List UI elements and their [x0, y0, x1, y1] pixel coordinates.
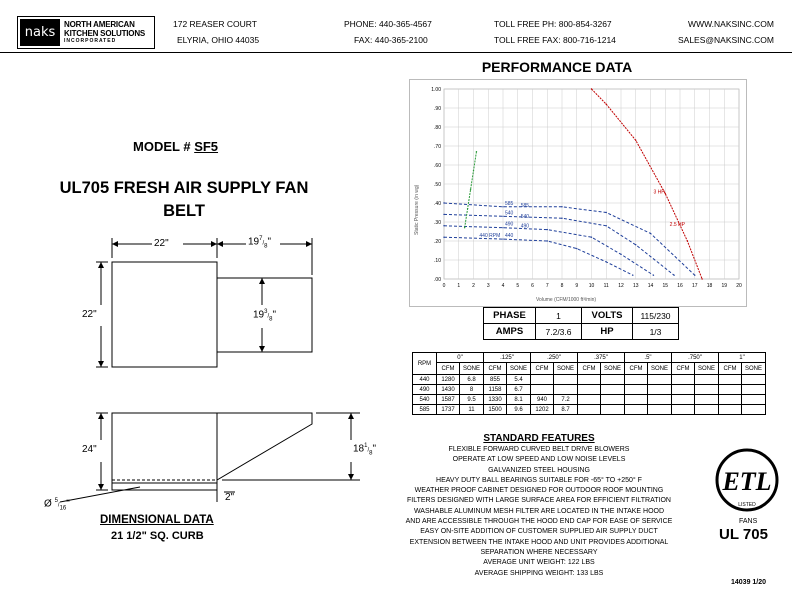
sone-header: SONE [554, 363, 578, 375]
sone-cell [554, 385, 578, 395]
chart-series-point [606, 225, 607, 226]
cfm-cell: 855 [484, 375, 507, 385]
table-row [413, 405, 766, 415]
chart-y-label: Static Pressure (in wg) [414, 184, 420, 235]
feature-item: EASY ON-SITE ADDITION OF CUSTOMER SUPPLIED AIR SUPPLY DUCT [420, 528, 658, 536]
chart-series-point [561, 218, 562, 219]
table-row [413, 385, 766, 395]
model-number: SF5 [194, 139, 219, 154]
cfm-cell [672, 395, 695, 405]
chart-x-tick: 20 [736, 283, 742, 289]
feature-item: AVERAGE SHIPPING WEIGHT: 133 LBS [474, 569, 604, 577]
chart-annotation: 2.5 HP [669, 221, 685, 228]
sone-header: SONE [460, 363, 484, 375]
curb-label: 21 1/2" SQ. CURB [111, 530, 204, 542]
sone-header: SONE [695, 363, 719, 375]
chart-series-point [502, 206, 503, 207]
chart-series-point [694, 275, 695, 276]
chart-series-point [620, 254, 621, 255]
chart-series-point [635, 140, 636, 141]
sone-cell [554, 375, 578, 385]
fax-number: FAX: 440-365-2100 [354, 35, 428, 45]
hood-height-num: 1 [364, 443, 368, 449]
sone-cell: 5.4 [507, 375, 531, 385]
chart-y-tick: .30 [434, 220, 441, 226]
hp-label: HP [582, 324, 633, 340]
chart-x-tick: 0 [442, 283, 446, 289]
chart-x-tick: 11 [603, 283, 609, 289]
address-line-2: ELYRIA, OHIO 44035 [177, 35, 260, 45]
chart-y-tick: .40 [434, 201, 441, 207]
feature-item: WASHABLE ALUMINUM MESH FILTER ARE LOCATED IN THE INTAKE HOOD [413, 507, 665, 515]
pressure-header: 1" [719, 353, 766, 363]
logo-line-2: KITCHEN SOLUTIONS [64, 29, 146, 38]
curb-offset-label: 2" [225, 492, 235, 503]
chart-x-tick: 17 [691, 283, 698, 289]
sone-header: SONE [648, 363, 672, 375]
cert-fans-label: FANS [739, 518, 758, 525]
top-side-width-label: $19^7/_8$" [248, 236, 272, 250]
cfm-header: CFM [672, 363, 695, 375]
feature-item: AVERAGE UNIT WEIGHT: 122 LBS [483, 559, 595, 567]
phone-number: PHONE: 440-365-4567 [344, 19, 432, 29]
tollfree-fax: TOLL FREE FAX: 800-716-1214 [494, 35, 616, 45]
performance-chart [409, 79, 747, 307]
sone-cell: 9.6 [507, 405, 531, 415]
features-list [364, 445, 714, 579]
logo-line-3: INCORPORATED [64, 38, 117, 44]
cfm-cell: 940 [531, 395, 554, 405]
sone-header: SONE [742, 363, 766, 375]
sone-cell [742, 385, 766, 395]
cfm-cell: 1430 [437, 385, 460, 395]
unit-top-view [112, 262, 217, 367]
cfm-cell [719, 375, 742, 385]
chart-x-tick: 13 [632, 283, 639, 289]
rpm-cell: 490 [413, 385, 437, 395]
cfm-cell [719, 395, 742, 405]
pressure-header: .250" [531, 353, 578, 363]
sone-cell: 9.5 [460, 395, 484, 405]
chart-series-line [444, 214, 674, 275]
chart-y-tick: .10 [434, 258, 441, 264]
email-link[interactable]: SALES@NAKSINC.COM [677, 35, 774, 45]
chart-series-point [606, 104, 607, 105]
volts-label: VOLTS [582, 308, 633, 324]
chart-x-tick: 18 [706, 283, 713, 289]
hood-side-view [217, 413, 312, 480]
cfm-cell [578, 375, 601, 385]
hole-suffix: " [66, 498, 70, 510]
chart-series-label: 540 [505, 210, 514, 217]
cfm-cell: 1737 [437, 405, 460, 415]
chart-series-point [502, 216, 503, 217]
document-number: 14039 1/20 [731, 579, 767, 586]
cfm-cell [719, 385, 742, 395]
hood-height-whole: 18 [353, 443, 365, 455]
chart-series-point [473, 170, 474, 171]
chart-series-label: 440 [505, 233, 514, 240]
table-row [413, 395, 766, 405]
cfm-cell [719, 405, 742, 415]
cfm-cell [578, 385, 601, 395]
chart-x-tick: 19 [721, 283, 728, 289]
chart-grid [444, 89, 739, 279]
rpm-header: RPM [413, 353, 437, 375]
side-height-num: 3 [264, 309, 268, 315]
left-height-label: 22" [82, 309, 97, 320]
rpm-cell: 440 [413, 375, 437, 385]
feature-item: FLEXIBLE FORWARD CURVED BELT DRIVE BLOWERS [448, 446, 630, 453]
chart-series-point [687, 240, 688, 241]
cfm-cell [578, 405, 601, 415]
top-width-label: 22" [154, 238, 169, 249]
cfm-cell: 1500 [484, 405, 507, 415]
feature-item: WEATHER PROOF CABINET DESIGNED FOR OUTDOOR ROOF MOUNTING [414, 487, 664, 495]
hood-height-label: $18^1/_8$" [353, 443, 377, 457]
sone-cell [695, 385, 719, 395]
amps-label: AMPS [484, 324, 536, 340]
chart-series-point [606, 212, 607, 213]
chart-x-tick: 3 [486, 283, 490, 289]
chart-series-point [632, 275, 633, 276]
cfm-header: CFM [719, 363, 742, 375]
hole-num: 5 [54, 498, 58, 504]
chart-series-point [547, 240, 548, 241]
chart-annotation: 540 [520, 214, 530, 221]
chart-series-point [591, 88, 592, 89]
hole-diameter-label: Ø $^5/_{16}$" [44, 498, 70, 512]
cfm-header: CFM [578, 363, 601, 375]
dimensional-data-title: DIMENSIONAL DATA [100, 514, 214, 526]
cfm-cell [672, 385, 695, 395]
chart-x-tick: 7 [545, 283, 549, 289]
top-side-width-whole: 19 [248, 236, 260, 248]
cfm-cell: 1330 [484, 395, 507, 405]
chart-series-point [502, 238, 503, 239]
chart-y-tick: .70 [434, 144, 441, 150]
chart-y-tick: .90 [434, 106, 441, 112]
cfm-header: CFM [531, 363, 554, 375]
chart-x-tick: 14 [647, 283, 654, 289]
cert-standard: UL 705 [719, 526, 768, 543]
sone-cell: 6.8 [460, 375, 484, 385]
chart-x-tick: 4 [501, 283, 505, 289]
model-prefix: MODEL # [133, 139, 191, 154]
sone-cell [695, 405, 719, 415]
sone-cell [648, 405, 672, 415]
sone-cell [742, 375, 766, 385]
performance-title: PERFORMANCE DATA [481, 59, 633, 75]
features-title: STANDARD FEATURES [483, 433, 595, 444]
sone-cell: 8 [460, 385, 484, 395]
cfm-cell: 1280 [437, 375, 460, 385]
product-title-line-2: BELT [163, 202, 205, 220]
cfm-cell [578, 395, 601, 405]
hood-height-den: 8 [369, 450, 373, 457]
sone-header: SONE [601, 363, 625, 375]
phase-value: 1 [536, 308, 582, 324]
etl-listed-icon [714, 446, 780, 520]
chart-series-point [653, 275, 654, 276]
cfm-header: CFM [625, 363, 648, 375]
cfm-cell [625, 385, 648, 395]
logo-mark: naks [20, 19, 60, 46]
chart-series-point [470, 189, 471, 190]
feature-item: SEPARATION WHERE NECESSARY [480, 548, 598, 556]
chart-y-tick: 1.00 [431, 87, 441, 93]
chart-series-point [443, 214, 444, 215]
chart-annotation: 440 RPM [479, 233, 501, 240]
chart-series-point [701, 278, 702, 279]
chart-series-point [467, 208, 468, 209]
chart-x-tick: 10 [588, 283, 595, 289]
chart-x-tick: 15 [662, 283, 669, 289]
cfm-cell: 1158 [484, 385, 507, 395]
pressure-header: 0" [437, 353, 484, 363]
sone-cell: 8.1 [507, 395, 531, 405]
sone-cell: 8.7 [554, 405, 578, 415]
bottom-height-label: 24" [82, 444, 97, 455]
table-row [413, 375, 766, 385]
cfm-cell [625, 395, 648, 405]
chart-x-tick: 16 [677, 283, 683, 289]
chart-series-line [444, 237, 633, 275]
chart-series-point [591, 237, 592, 238]
hp-value: 1/3 [633, 324, 679, 340]
unit-side-view [112, 413, 217, 490]
cfm-cell: 1202 [531, 405, 554, 415]
sone-cell [695, 395, 719, 405]
tollfree-phone: TOLL FREE PH: 800-854-3267 [494, 19, 612, 29]
chart-series-point [443, 225, 444, 226]
sone-cell [695, 375, 719, 385]
chart-series-point [502, 227, 503, 228]
chart-x-tick: 12 [618, 283, 624, 289]
address-line-1: 172 REASER COURT [173, 19, 257, 29]
cfm-cell [672, 405, 695, 415]
chart-y-tick: .80 [434, 125, 441, 131]
chart-series-point [443, 202, 444, 203]
chart-x-tick: 8 [560, 283, 564, 289]
chart-series-point [476, 151, 477, 152]
sone-cell [601, 405, 625, 415]
chart-series-point [665, 193, 666, 194]
performance-table [412, 352, 766, 415]
top-side-width-den: 8 [264, 243, 268, 250]
sone-cell [648, 395, 672, 405]
spec-table [483, 307, 679, 340]
cfm-cell [625, 405, 648, 415]
amps-value: 7.2/3.6 [536, 324, 582, 340]
sone-cell [648, 385, 672, 395]
feature-item: HEAVY DUTY BALL BEARINGS SUITABLE FOR -65° TO +250° F [436, 476, 642, 484]
logo-line-1: NORTH AMERICAN [64, 20, 135, 29]
chart-ticks [431, 87, 742, 289]
chart-series-point [606, 261, 607, 262]
hole-prefix: Ø [44, 498, 52, 510]
sone-cell [742, 405, 766, 415]
chart-x-tick: 2 [472, 283, 475, 289]
feature-item: EXTENSION BETWEEN THE INTAKE HOOD AND UNIT PROVIDES ADDITIONAL [409, 538, 669, 546]
phase-label: PHASE [484, 308, 536, 324]
sone-header: SONE [507, 363, 531, 375]
chart-series-point [464, 227, 465, 228]
volts-value: 115/230 [633, 308, 679, 324]
cfm-cell [531, 385, 554, 395]
hole-den: 16 [59, 505, 67, 512]
chart-x-tick: 6 [531, 283, 534, 289]
pressure-header: .125" [484, 353, 531, 363]
feature-item: FILTERS DESIGNED WITH LARGE SURFACE AREA FOR EFFICIENT FILTRATION [407, 497, 671, 505]
etl-listed-text: LISTED [738, 502, 756, 508]
chart-y-tick: .60 [434, 163, 441, 169]
chart-x-tick: 5 [516, 283, 520, 289]
chart-annotation: 490 [520, 223, 530, 230]
side-height-label: $19^3/_8$" [253, 309, 277, 323]
sone-cell [601, 375, 625, 385]
chart-annotation: 585 [520, 202, 530, 209]
cfm-header: CFM [484, 363, 507, 375]
chart-series-point [635, 244, 636, 245]
sone-cell: 6.7 [507, 385, 531, 395]
chart-x-tick: 1 [457, 283, 461, 289]
product-title-line-1: UL705 FRESH AIR SUPPLY FAN [59, 179, 309, 197]
feature-item: OPERATE AT LOW SPEED AND LOW NOISE LEVELS [452, 456, 626, 464]
feature-item: GALVANIZED STEEL HOUSING [488, 466, 590, 474]
chart-series-point [650, 233, 651, 234]
chart-series-point [561, 206, 562, 207]
feature-item: AND ARE ACCESSIBLE THROUGH THE HOOD END CAP FOR EASE OF SERVICE [405, 518, 673, 526]
chart-x-tick: 9 [575, 283, 579, 289]
cfm-header: CFM [437, 363, 460, 375]
cfm-cell [672, 375, 695, 385]
side-height-whole: 19 [253, 309, 265, 321]
sone-cell: 11 [460, 405, 484, 415]
pressure-header: .5" [625, 353, 672, 363]
sone-cell: 7.2 [554, 395, 578, 405]
pressure-header: .375" [578, 353, 625, 363]
top-side-width-num: 7 [259, 236, 263, 242]
chart-series-point [443, 237, 444, 238]
chart-y-tick: .00 [434, 277, 441, 283]
chart-x-label: Volume (CFM/1000 ft³/min) [536, 297, 597, 303]
pressure-header: .750" [672, 353, 719, 363]
rpm-cell: 585 [413, 405, 437, 415]
sone-cell [648, 375, 672, 385]
chart-series-point [673, 275, 674, 276]
cfm-cell: 1587 [437, 395, 460, 405]
website-link[interactable]: WWW.NAKSINC.COM [688, 19, 774, 29]
cfm-cell [625, 375, 648, 385]
cfm-cell [531, 375, 554, 385]
etl-mark-text: ETL [722, 467, 772, 496]
chart-series-label: 490 [505, 221, 514, 228]
chart-annotation: 3 HP [653, 189, 665, 196]
chart-series-label: 585 [505, 200, 514, 207]
sone-cell [742, 395, 766, 405]
sone-cell [601, 395, 625, 405]
chart-series-point [547, 229, 548, 230]
sone-cell [601, 385, 625, 395]
chart-y-tick: .50 [434, 182, 441, 188]
chart-series-point [576, 248, 577, 249]
chart-y-tick: .20 [434, 239, 441, 245]
rpm-cell: 540 [413, 395, 437, 405]
side-height-den: 8 [269, 316, 273, 323]
